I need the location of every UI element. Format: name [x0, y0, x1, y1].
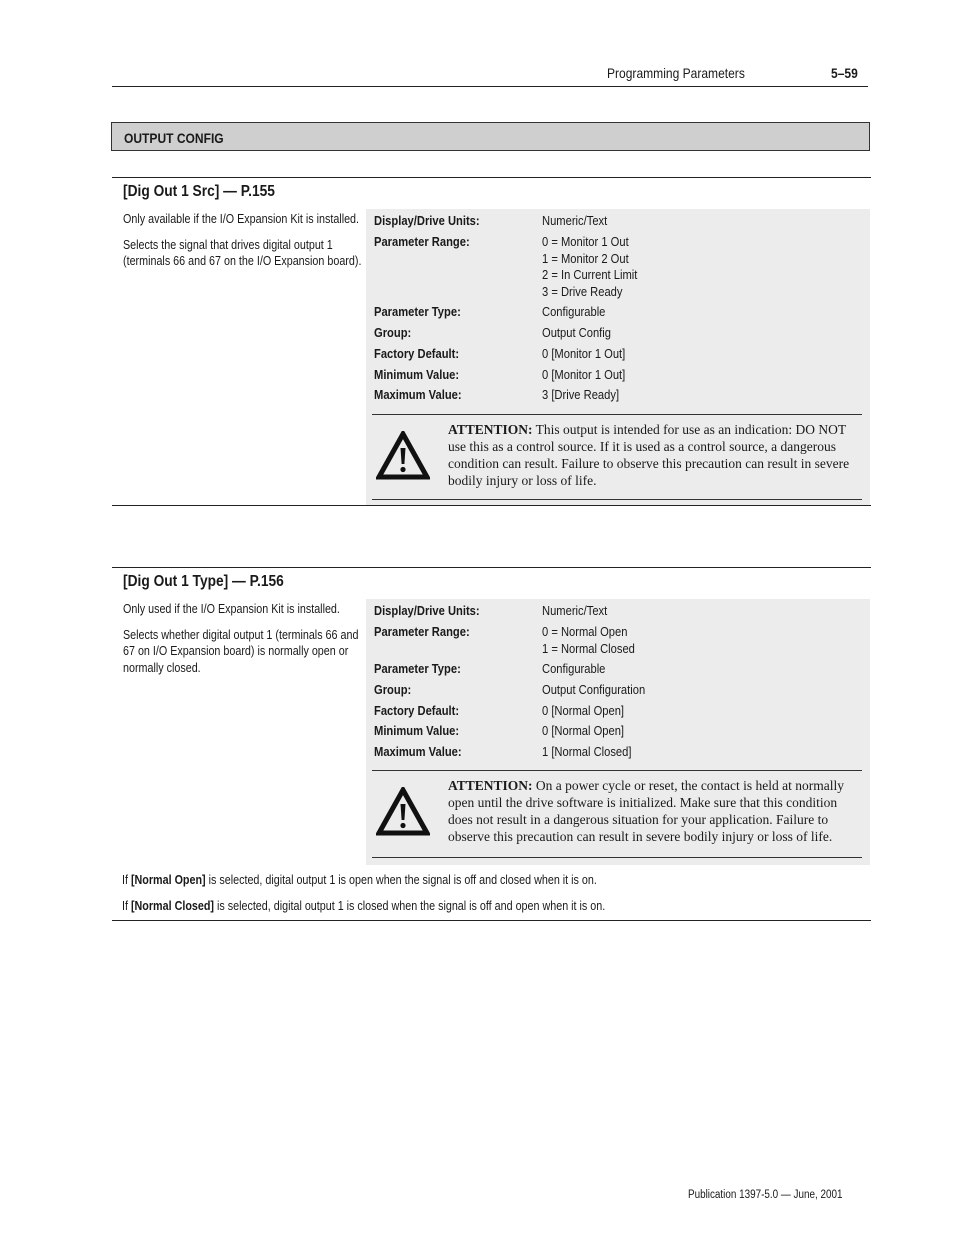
spec-label: Maximum Value:	[374, 744, 462, 759]
note-normal-open	[122, 873, 674, 887]
parameter-spec-box	[366, 209, 870, 505]
attention-label: ATTENTION:	[448, 422, 533, 437]
spec-label: Minimum Value:	[374, 723, 460, 738]
spec-value: 0 [Normal Open]	[542, 723, 625, 738]
attention-body: This output is intended for use as an indication: DO NOT use this as a control source. If it is used as a control source, a dangerous condition can result. Failure to observe this precaution can result in severe bodily injury or loss of life.	[448, 422, 850, 488]
note-normal-closed	[122, 899, 684, 913]
parameter-block-dig-out-1-src	[112, 177, 871, 507]
spec-value: 3 [Drive Ready]	[542, 387, 620, 402]
spec-value: Output Config	[542, 325, 611, 340]
publication-footer	[688, 1189, 868, 1201]
spec-value: Output Configuration	[542, 682, 646, 697]
spec-value: 1 [Normal Closed]	[542, 744, 632, 759]
spec-label: Maximum Value:	[374, 387, 462, 402]
divider	[112, 505, 871, 506]
attention-notice	[372, 770, 862, 858]
page-header	[112, 64, 868, 87]
spec-value: 0 [Monitor 1 Out]	[542, 346, 626, 361]
parameter-spec-box	[366, 599, 870, 865]
page-number: 5–59	[830, 65, 858, 81]
spec-value: Numeric/Text	[542, 603, 608, 618]
spec-label: Parameter Range:	[374, 234, 470, 249]
footer-text: Publication 1397-5.0 — June, 2001	[688, 1189, 843, 1201]
note-option: [Normal Closed]	[130, 899, 214, 913]
attention-body: On a power cycle or reset, the contact is held at normally open until the drive software is initialized. Make sure that this condition does not result in a dangerous situation for your application. Failure to observe this precaution can result in severe bodily injury or loss of life.	[448, 778, 845, 844]
parameter-description	[123, 211, 371, 279]
warning-triangle-icon	[376, 431, 430, 481]
spec-label: Factory Default:	[374, 346, 460, 361]
attention-text	[448, 777, 864, 845]
attention-label: ATTENTION:	[448, 778, 533, 793]
parameter-title: [Dig Out 1 Src] — P.155	[123, 183, 275, 200]
spec-value: 1 = Monitor 2 Out	[542, 250, 629, 266]
spec-value: 0 [Normal Open]	[542, 703, 625, 718]
spec-value: Numeric/Text	[542, 213, 608, 228]
spec-label: Display/Drive Units:	[374, 213, 480, 228]
divider	[112, 177, 871, 178]
spec-value: 0 [Monitor 1 Out]	[542, 367, 626, 382]
section-title: OUTPUT CONFIG	[124, 130, 224, 146]
spec-value: Configurable	[542, 661, 606, 676]
parameter-block-dig-out-1-type	[112, 567, 871, 867]
note-text: is selected, digital output 1 is open when the signal is off and closed when it is on.	[205, 873, 597, 887]
divider	[112, 920, 871, 921]
description-paragraph: Only used if the I/O Expansion Kit is installed.	[123, 602, 340, 616]
spec-value: 2 = In Current Limit	[542, 267, 638, 282]
spec-value: 1 = Normal Closed	[542, 640, 635, 656]
spec-label: Group:	[374, 682, 412, 697]
note-prefix: If	[122, 899, 131, 913]
description-paragraph: Selects the signal that drives digital output 1 (terminals 66 and 67 on the I/O Expansion board).	[123, 237, 362, 268]
attention-notice	[372, 414, 862, 500]
spec-label: Minimum Value:	[374, 367, 460, 382]
spec-label: Parameter Range:	[374, 624, 470, 639]
note-text: is selected, digital output 1 is closed when the signal is off and open when it is on.	[213, 899, 606, 913]
description-paragraph: Selects whether digital output 1 (terminals 66 and 67 on I/O Expansion board) is normally open or normally closed.	[123, 627, 359, 675]
warning-triangle-icon	[376, 787, 430, 837]
description-paragraph: Only available if the I/O Expansion Kit is installed.	[123, 212, 360, 226]
note-option: [Normal Open]	[130, 873, 206, 887]
spec-value: 0 = Monitor 1 Out	[542, 234, 629, 249]
spec-value: 0 = Normal Open	[542, 624, 628, 639]
spec-label: Display/Drive Units:	[374, 603, 480, 618]
section-title-bar	[111, 122, 870, 151]
parameter-title: [Dig Out 1 Type] — P.156	[123, 573, 284, 590]
spec-label: Parameter Type:	[374, 304, 461, 319]
attention-text	[448, 421, 864, 489]
spec-label: Group:	[374, 325, 412, 340]
spec-value: Configurable	[542, 304, 606, 319]
header-title: Programming Parameters	[607, 65, 745, 81]
parameter-description	[123, 601, 371, 685]
spec-label: Parameter Type:	[374, 661, 461, 676]
note-prefix: If	[122, 873, 131, 887]
spec-label: Factory Default:	[374, 703, 460, 718]
divider	[112, 567, 871, 568]
spec-value: 3 = Drive Ready	[542, 283, 623, 299]
